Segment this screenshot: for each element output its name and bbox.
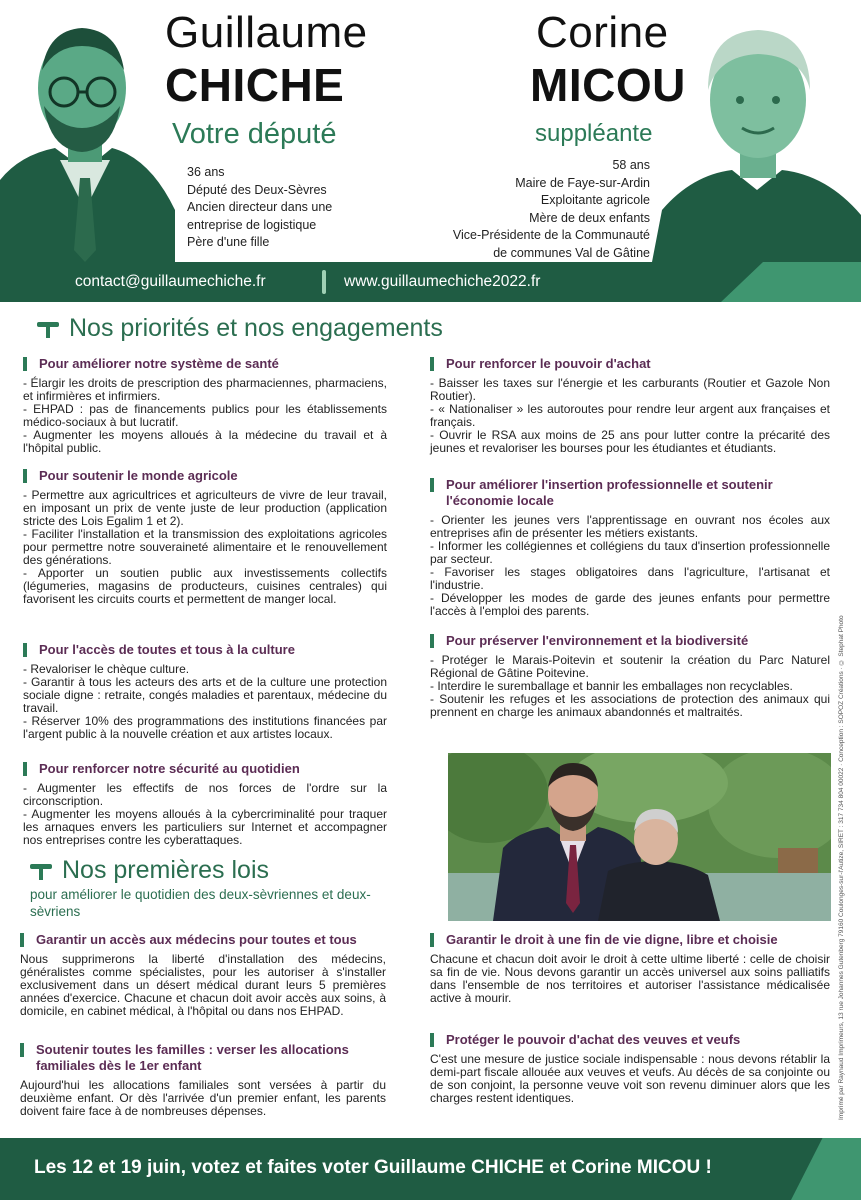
priority-line: - EHPAD : pas de financements publics pour les établissements médico-sociaux à but lucratif. — [23, 402, 387, 429]
priority-line: - Permettre aux agricultrices et agriculteurs de vivre de leur travail, en imposant un prix de vente juste de leur production (application stricte des Lois Egalim 1 et 2). — [23, 488, 387, 528]
priority-line: - Orienter les jeunes vers l'apprentissage en ouvrant nos écoles aux entreprises afin de présenter les métiers existants. — [430, 513, 830, 540]
contact-email-link[interactable]: contact@guillaumechiche.fr — [75, 273, 266, 290]
law-body: Nous supprimerons la liberté d'installation des médecins, généralistes comme spécialistes, pour les autoriser à s'installer exclusivement dans un désert médical durant leurs 5 premières années d'exercice. Chacune et chacun doit avoir accès aux soins, à domicile, en cabinet médical, à l'hôpital ou dans nos EHPAD. — [20, 952, 386, 1018]
pin-icon — [30, 861, 52, 881]
priority-line: - Réserver 10% des programmations des institutions financées par l'argent public à la nouvelle création et aux artistes locaux. — [23, 714, 387, 741]
priority-line: - Développer les modes de garde des jeunes enfants pour permettre l'accès à l'emploi des parents. — [430, 591, 830, 618]
priority-heading: Pour soutenir le monde agricole — [23, 468, 387, 484]
pin-icon — [37, 319, 59, 339]
substitute-bio-line: Exploitante agricole — [540, 193, 650, 207]
substitute-bio-line: Maire de Faye-sur-Ardin — [515, 175, 650, 190]
contact-bar — [0, 262, 861, 302]
priority-block — [23, 761, 387, 847]
priority-line: - Élargir les droits de prescription des pharmaciennes, pharmaciens, et infirmières et infirmiers. — [23, 376, 387, 403]
priority-line: - Revaloriser le chèque culture. — [23, 662, 190, 676]
substitute-role: suppléante — [535, 120, 653, 147]
priority-line: - Protéger le Marais-Poitevin et soutenir la création du Parc Naturel Régional de Gâtine Poitevine. — [430, 653, 830, 680]
law-heading: Soutenir toutes les familles : verser les allocations familiales dès le 1er enfant — [20, 1042, 386, 1074]
priority-heading: Pour l'accès de toutes et tous à la culture — [23, 642, 387, 658]
law-body: C'est une mesure de justice sociale indispensable : nous devons rétablir la demi-part fiscale allouée aux veuves et veufs. Au décès de sa conjointe ou de son conjoint, la personne veuve voit son revenu diminuer alors que les charges restent identiques. — [430, 1052, 830, 1105]
candidate-last-name: CHICHE — [165, 59, 345, 111]
contact-divider — [322, 270, 326, 294]
priority-line: - « Nationaliser » les autoroutes pour rendre leur argent aux françaises et français. — [430, 402, 830, 429]
candidate-bio-line: Député des Deux-Sèvres — [187, 182, 327, 197]
priority-line: - Soutenir les refuges et les associations de protection des animaux qui prennent en charge les animaux abandonnés et maltraités. — [430, 692, 830, 719]
laws-title-text: Nos premières lois — [62, 856, 270, 884]
law-body: Chacune et chacun doit avoir le droit à cette ultime liberté : celle de choisir sa fin de vie. Nous devons garantir un accès universel aux soins palliatifs dans l'ensemble de nos territoires et autoriser l'assistance médicalisée active à mourir. — [430, 952, 830, 1005]
priority-heading: Pour renforcer le pouvoir d'achat — [430, 356, 830, 372]
law-block — [430, 1032, 830, 1105]
priority-heading: Pour préserver l'environnement et la biodiversité — [430, 633, 830, 649]
priority-body — [430, 377, 830, 455]
priority-line: - Faciliter l'installation et la transmission des exploitations agricoles pour permettre notre souveraineté alimentaire et le renouvellement des générations. — [23, 527, 387, 567]
priority-line: - Ouvrir le RSA aux moins de 25 ans pour lutter contre la précarité des jeunes et revaloriser les bourses pour les étudiantes et étudiants. — [430, 428, 830, 455]
priority-body — [23, 782, 387, 847]
laws-title — [30, 856, 269, 885]
candidates-photo — [448, 753, 831, 921]
law-heading: Garantir le droit à une fin de vie digne, libre et choisie — [430, 932, 830, 948]
substitute-bio-line: 58 ans — [612, 158, 650, 172]
contact-website-link[interactable]: www.guillaumechiche2022.fr — [344, 273, 541, 290]
priority-line: - Favoriser les stages obligatoires dans l'agriculture, l'artisanat et l'industrie. — [430, 565, 830, 592]
law-block — [20, 1042, 386, 1118]
priority-line: - Baisser les taxes sur l'énergie et les carburants (Routier et Gazole Non Routier). — [430, 376, 830, 403]
priority-body — [23, 489, 387, 606]
substitute-last-name: MICOU — [530, 59, 686, 111]
candidate-bio — [187, 164, 332, 252]
law-block — [20, 932, 386, 1018]
priority-block — [23, 468, 387, 606]
priority-line: - Apporter un soutien public aux investissements collectifs (légumeries, magasins de producteurs, cuisines centrales) qui favorisent les circuits courts et permettent de manger local. — [23, 566, 387, 606]
contact-bar-ribbon — [721, 262, 861, 302]
law-body: Aujourd'hui les allocations familiales sont versées à partir du deuxième enfant. Or dès l'arrivée d'un premier enfant, les parents doivent faire face à de nombreuses dépenses. — [20, 1078, 386, 1118]
priorities-title — [37, 314, 443, 343]
priority-block — [23, 642, 387, 741]
candidate-bio-line: 36 ans — [187, 165, 225, 179]
priority-heading: Pour améliorer notre système de santé — [23, 356, 387, 372]
substitute-bio-line: Mère de deux enfants — [529, 210, 650, 225]
candidate-first-name: Guillaume — [165, 8, 368, 57]
footer-banner — [0, 1138, 861, 1200]
candidate-bio-line: entreprise de logistique — [187, 217, 317, 232]
priority-block — [430, 477, 830, 618]
law-block — [430, 932, 830, 1005]
candidate-portrait — [0, 10, 175, 262]
candidate-bio-line: Ancien directeur dans une — [187, 200, 333, 214]
substitute-bio-line: Vice-Présidente de la Communauté — [452, 228, 650, 242]
priority-body — [430, 514, 830, 618]
priorities-title-text: Nos priorités et nos engagements — [69, 314, 443, 342]
priority-block — [23, 356, 387, 455]
law-heading: Protéger le pouvoir d'achat des veuves et veufs — [430, 1032, 830, 1048]
law-heading: Garantir un accès aux médecins pour toutes et tous — [20, 932, 386, 948]
laws-subtitle: pour améliorer le quotidien des deux-sèvriennes et deux-sèvriens — [30, 887, 371, 919]
priority-line: - Informer les collégiennes et collégiens du taux d'insertion professionnelle par secteur. — [430, 539, 830, 566]
substitute-bio — [400, 157, 650, 262]
print-credit: Imprimé par Raynaud Imprimeurs, 13 rue Johannes Gutenberg 79160 Coulonges-sur-l'Autize, SIRET : 317 734 804 00022 · Conception : SOPOZ Créations · © Stephat Photo — [838, 615, 845, 1120]
substitute-first-name: Corine — [536, 8, 669, 57]
priority-line: - Garantir à tous les acteurs des arts et de la culture une protection sociale digne : retraite, congés maladies et parentaux, médecine du travail. — [23, 675, 387, 715]
footer-call-to-action: Les 12 et 19 juin, votez et faites voter Guillaume CHICHE et Corine MICOU ! — [34, 1157, 712, 1178]
priority-line: - Augmenter les moyens alloués à la médecine du travail et à l'hôpital public. — [23, 428, 387, 455]
priority-body — [430, 654, 830, 719]
candidate-role: Votre député — [172, 118, 337, 150]
priority-heading: Pour renforcer notre sécurité au quotidien — [23, 761, 387, 777]
priority-heading: Pour améliorer l'insertion professionnelle et soutenir l'économie locale — [430, 477, 830, 509]
substitute-portrait — [652, 10, 861, 262]
priority-line: - Interdire le suremballage et bannir les emballages non recyclables. — [430, 679, 793, 693]
priority-line: - Augmenter les effectifs de nos forces de l'ordre sur la circonscription. — [23, 781, 387, 808]
priority-block — [430, 356, 830, 455]
priority-line: - Augmenter les moyens alloués à la cybercriminalité pour traquer les arnaques envers les particuliers sur Internet et accompagner nos entreprises contre les cyberattaques. — [23, 807, 387, 847]
priority-body — [23, 377, 387, 455]
priority-body — [23, 663, 387, 741]
header — [0, 0, 861, 262]
priority-block — [430, 633, 830, 719]
substitute-bio-line: de communes Val de Gâtine — [493, 245, 650, 260]
candidate-bio-line: Père d'une fille — [187, 235, 270, 249]
footer-ribbon — [791, 1138, 861, 1200]
